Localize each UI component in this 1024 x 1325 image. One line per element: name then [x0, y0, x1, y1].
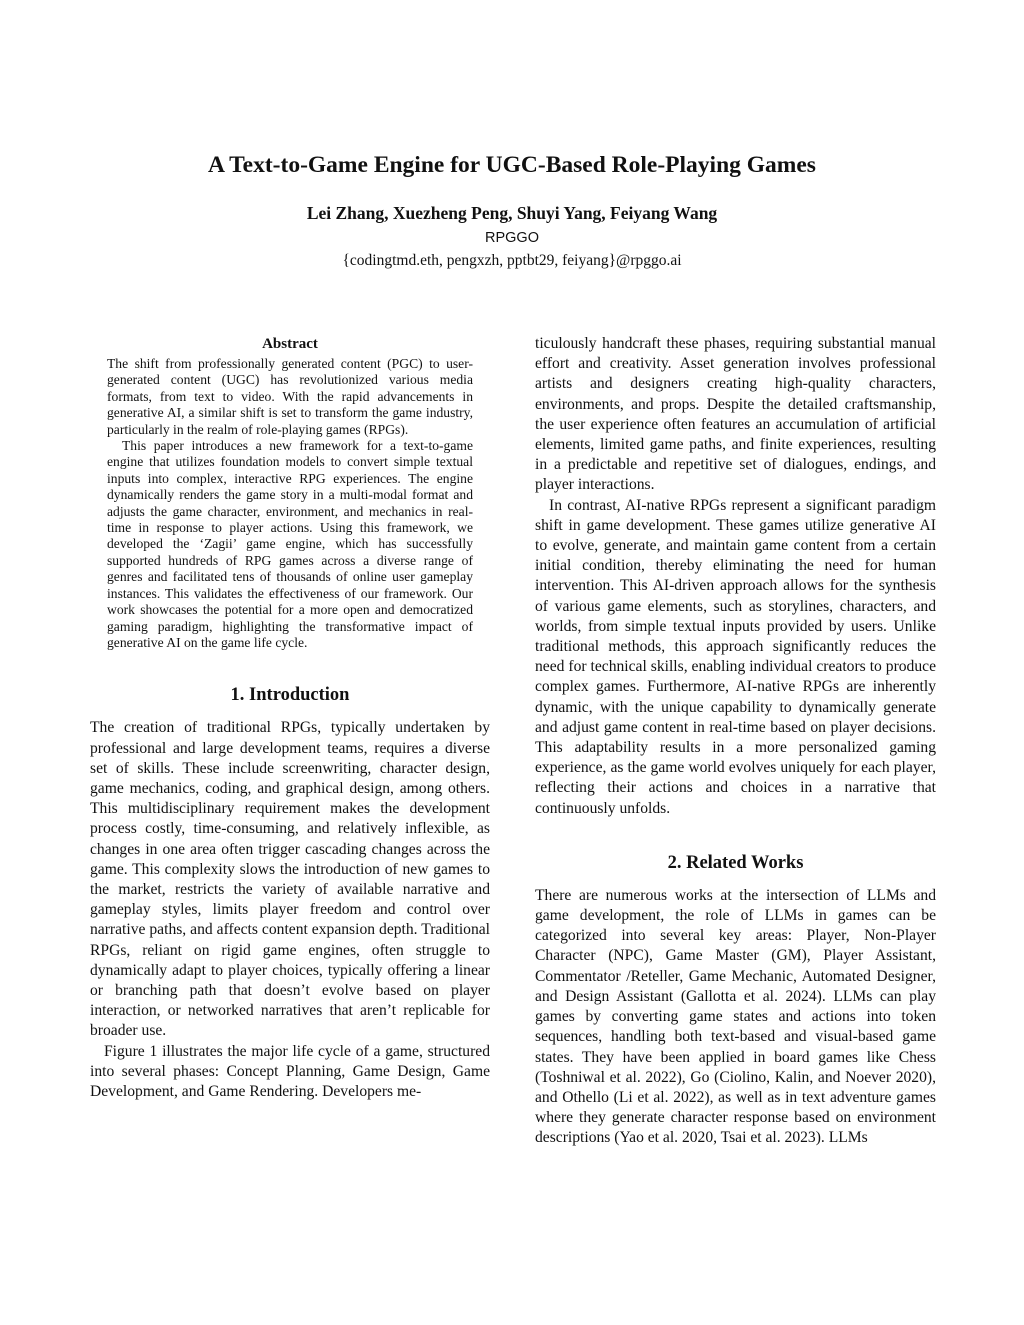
- abstract-paragraph-2: This paper introduces a new framework for a text-to-game engine that utilizes foundation models to convert simple textual inputs into complex, interactive RPG experiences. The engine dynamically renders the game story in a multi-modal format and adjusts the game character, environment, and mechanics in real-time in response to player actions. Using this framework, we developed the ‘Zagii’ game engine, which has successfully supported hundreds of RPG games across a diverse range of genres and facilitated tens of thousands of online user gameplay instances. This validates the effectiveness of our framework. Our work showcases the potential for a more open and democratized gaming paradigm, highlighting the transformative impact of generative AI on the game life cycle.: [107, 438, 473, 650]
- introduction-heading: 1. Introduction: [230, 685, 350, 706]
- author-emails: {codingtmd.eth, pengxzh, pptbt29, feiyang}@rpggo.ai: [342, 252, 682, 269]
- abstract-section: [90, 334, 490, 651]
- abstract-paragraph-1: The shift from professionally generated content (PGC) to user-generated content (UGC) has revolutionized various media formats, from text to video. With the rapid advancements in generative AI, a similar shift is set to transform the game industry, particularly in the realm of role-playing games (RPGs).: [107, 356, 473, 437]
- paper-title: A Text-to-Game Engine for UGC-Based Role-Playing Games: [208, 152, 816, 178]
- related-works-body: [535, 886, 936, 1149]
- left-column: [90, 334, 490, 1102]
- intro-paragraph-2-part-a: Figure 1 illustrates the major life cycle of a game, structured into several phases: Concept Planning, Game Design, Game Development, and Game Rendering. Developers me-: [90, 1042, 490, 1100]
- intro-paragraph-2-part-b: ticulously handcraft these phases, requiring substantial manual effort and creativity. Asset generation involves professional artists and designers creating high-quality characters, environments, and props. Despite the detailed craftsmanship, the user experience often features an accumulation of artificial elements, limited game paths, and finite experiences, resulting in a predictable and repetitive set of dialogues, endings, and player interactions.: [535, 335, 936, 494]
- related-works-heading: 2. Related Works: [667, 852, 804, 873]
- intro-paragraph-1: The creation of traditional RPGs, typically undertaken by professional and large development teams, requires a diverse set of skills. These include screenwriting, character design, game mechanics, coding, and graphical design, among others. This multidisciplinary requirement makes the development process costly, time-consuming, and relatively inflexible, as changes in one area often trigger cascading changes across the game. This complexity slows the introduction of new games to the market, restricts the variety of available narrative and gameplay styles, limits player freedom and control over narrative paths, and affects content expansion depth. Traditional RPGs, reliant on rigid game engines, often struggle to dynamically adapt to player choices, typically offering a linear or branching path that doesn’t evolve based on player interaction, or networked narratives that aren’t replicable for broader use.: [90, 719, 490, 1040]
- abstract-heading: Abstract: [262, 336, 318, 352]
- introduction-body: [90, 718, 490, 1102]
- right-column: [535, 334, 936, 1149]
- author-list: Lei Zhang, Xuezheng Peng, Shuyi Yang, Feiyang Wang: [306, 203, 718, 223]
- intro-paragraph-3: In contrast, AI-native RPGs represent a significant paradigm shift in game development. These games utilize generative AI to evolve, generate, and maintain game content from a certain initial condition, thereby eliminating the need for human intervention. This AI-driven approach allows for the synthesis of various game elements, such as storylines, characters, and worlds, from simple textual inputs provided by users. Unlike traditional methods, this approach significantly reduces the need for technical skills, enabling individual creators to produce complex games. Furthermore, AI-native RPGs are inherently dynamic, with the unique capability to dynamically generate and adjust game content in real-time based on player decisions. This adaptability results in a more personalized gaming experience, as the game world evolves uniquely for each player, reflecting their actions and choices in a narrative that continuously unfolds.: [535, 496, 936, 817]
- related-works-paragraph-1: There are numerous works at the intersection of LLMs and game development, the role of LLMs in games can be categorized into several key areas: Player, Non-Player Character (NPC), Game Master (GM), Player Assistant, Commentator /Reteller, Game Mechanic, Automated Designer, and Design Assistant (Gallotta et al. 2024). LLMs can play games by converting game states and actions into token sequences, handling both text-based and visual-based game states. They have been applied in board games like Chess (Toshniwal et al. 2022), Go (Ciolino, Kalin, and Noever 2020), and Othello (Li et al. 2022), as well as in text adventure games where they generate character response based on environment descriptions (Yao et al. 2020, Tsai et al. 2023). LLMs: [535, 886, 936, 1147]
- introduction-body-continued: [535, 334, 936, 819]
- affiliation: RPGGO: [485, 230, 539, 246]
